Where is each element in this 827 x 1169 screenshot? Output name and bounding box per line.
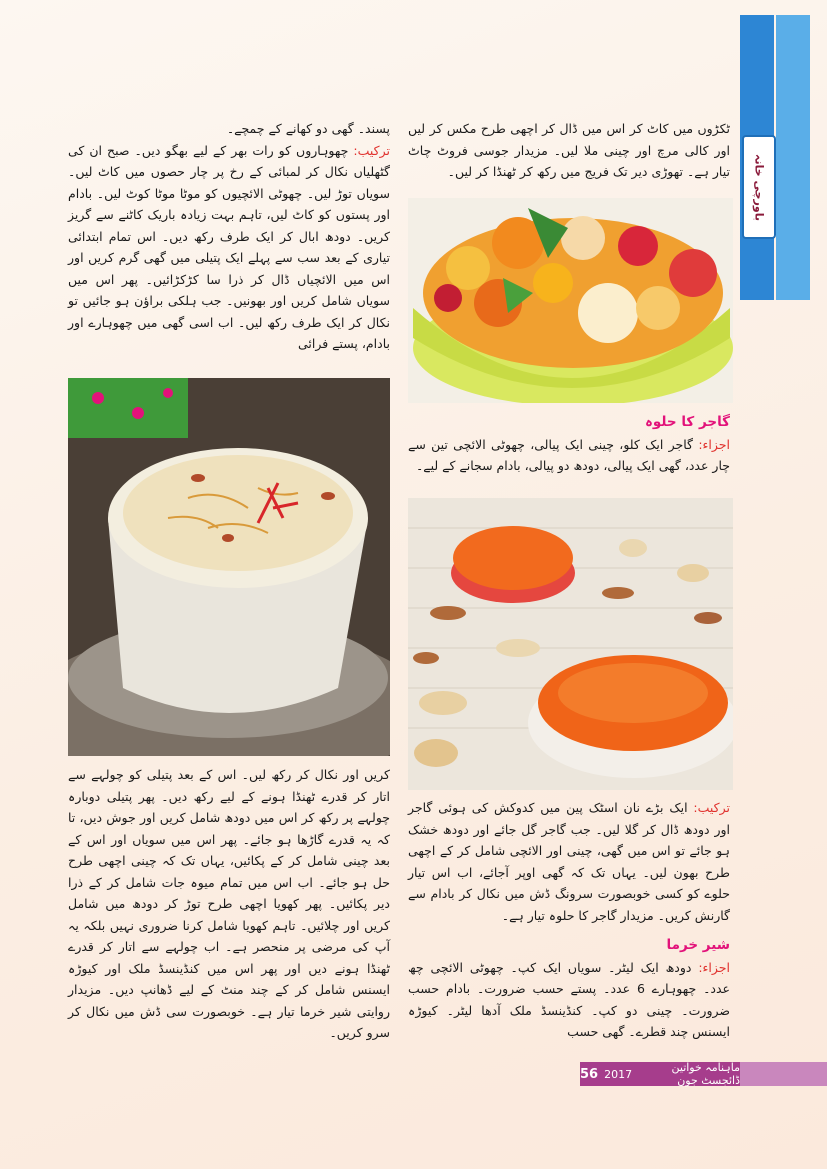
halwa-method-text: ایک بڑے نان اسٹک پین میں کدوکش کی ہوئی گاجر اور دودھ ڈال کر گلا لیں۔ جب گاجر گل جائے اور دودھ خشک ہو جائے تو اس میں گھی، چینی اور الائچی شامل کر کے اچھی طرح بھون لیں۔ یہاں تک کہ گھی اوپر آجائے، اب اس تیار حلوے کو کسی خوبصورت سرونگ ڈش میں نکال کر بادام سے گارنش کریں۔ مزیدار گاجر کا حلوہ تیار ہے۔ [408,800,730,923]
fruit-chaat-paragraph: ٹکڑوں میں کاٹ کر اس میں ڈال کر اچھی طرح مکس کر لیں اور کالی مرچ اور چینی ملا لیں۔ مزیدار جوسی فروٹ چاٹ تیار ہے۔ تھوڑی دیر تک فریج میں رکھ کر ٹھنڈا کر لیں۔ [408,121,730,179]
khurma-section [408,935,730,1043]
halwa-method-label: ترکیب: [693,800,730,815]
halwa-method [408,797,730,926]
khurma-method-bottom [68,764,390,1044]
side-tab-stripe-light [776,15,810,300]
halwa-ingredients-text: گاجر ایک کلو، چینی ایک پیالی، چھوٹی الائچی تین سے چار عدد، گھی ایک پیالی، دودھ دو پیالی، بادام سجانے کے لیے۔ [408,436,730,473]
khurma-method-text: چھوہاروں کو رات بھر کے لیے بھگو دیں۔ صبح ان کی گٹھلیاں نکال کر لمبائی کے رخ پر چار حصوں میں کاٹ لیں۔ سویاں توڑ لیں۔ چھوٹی الائچیوں کو موٹا موٹا کوٹ لیں۔ بادام اور پستوں کو کاٹ لیں، تاہم بہت زیادہ باریک کاٹنے سے گریز کریں۔ دودھ ابال کر ایک طرف رکھ دیں۔ اس تمام ابتدائی تیاری کے بعد سب سے پہلے ایک پتیلی میں گھی گرم کریں اور اس میں الائچیاں ڈال کر ذرا سا کڑکڑائیں۔ پھر اس میں سویاں شامل کریں اور بھونیں۔ جب ہلکی براؤن ہو جائیں تو نکال کر ایک طرف رکھ لیں۔ اب اسی گھی میں چھوہارے اور بادام، پستے فرائی [68,142,390,351]
khurma-method-label: ترکیب: [353,142,390,158]
magazine-name: ماہنامہ خواتین ڈائجسٹ جون [671,1061,740,1087]
fruit-chaat-photo [408,198,733,403]
khurma-method-continued: کریں اور نکال کر رکھ لیں۔ اس کے بعد پتیلی کو چولہے سے اتار کر قدرے ٹھنڈا ہونے کے لیے رکھ دیں۔ پھر پتیلی دوبارہ چولہے پر رکھ کر اس میں دودھ شامل کریں اور جوش دیں، تا کہ یہ قدرے گاڑھا ہو جائے۔ پھر اس میں سویاں اور اس کے بعد چینی شامل کر کے پکائیں، یہاں تک کہ چینی اچھی طرح حل ہو جائے۔ اب اس میں تمام میوہ جات شامل کر کے ذرا دیر پکائیں۔ پھر کھویا اچھی طرح توڑ کر دودھ میں شامل کریں اور چلائیں۔ تاہم کھویا شامل کرنا ضروری نہیں بلکہ یہ آپ کی مرضی پر منحصر ہے۔ اب چولہے سے اتار کر قدرے ٹھنڈا ہونے دیں اور پھر اس میں کنڈینسڈ ملک اور کیوڑہ ایسنس شامل کر کے چند منٹ کے لیے ڈھانپ دیں۔ مزیدار روایتی شیر خرما تیار ہے۔ خوبصورت سی ڈش میں نکال کر سرو کریں۔ [68,767,390,1040]
gajar-halwa-photo [408,498,733,790]
footer-info [580,1062,740,1086]
khurma-method-top [68,118,390,355]
page-number: 56 [580,1066,599,1082]
khurma-ingredients-text: دودھ ایک لیٹر۔ سویاں ایک کپ۔ چھوٹی الائچی چھ عدد۔ چھوہارے 6 عدد۔ پستے حسب ضرورت۔ بادام حسب ضرورت۔ چینی دو کپ۔ کنڈینسڈ ملک آدھا لیٹر۔ کیوڑہ ایسنس چند قطرے۔ گھی حسب [408,959,730,1039]
khurma-ingredients-label: اجزاء: [698,959,730,975]
sheer-khurma-photo [68,378,390,756]
halwa-ingredients [408,434,730,477]
footer-bar-accent [740,1062,827,1086]
fruit-chaat-text [408,118,730,183]
issue-year: 2017 [604,1067,633,1081]
halwa-heading: گاجر کا حلوہ [645,414,730,430]
halwa-section [408,412,730,477]
section-tab [742,135,776,239]
section-tab-label: باورچی خانہ [752,153,766,221]
khurma-top-line: پسند۔ گھی دو کھانے کے چمچے۔ [226,121,390,136]
halwa-ingredients-label: اجزاء: [698,436,730,452]
khurma-heading: شیر خرما [666,937,730,953]
